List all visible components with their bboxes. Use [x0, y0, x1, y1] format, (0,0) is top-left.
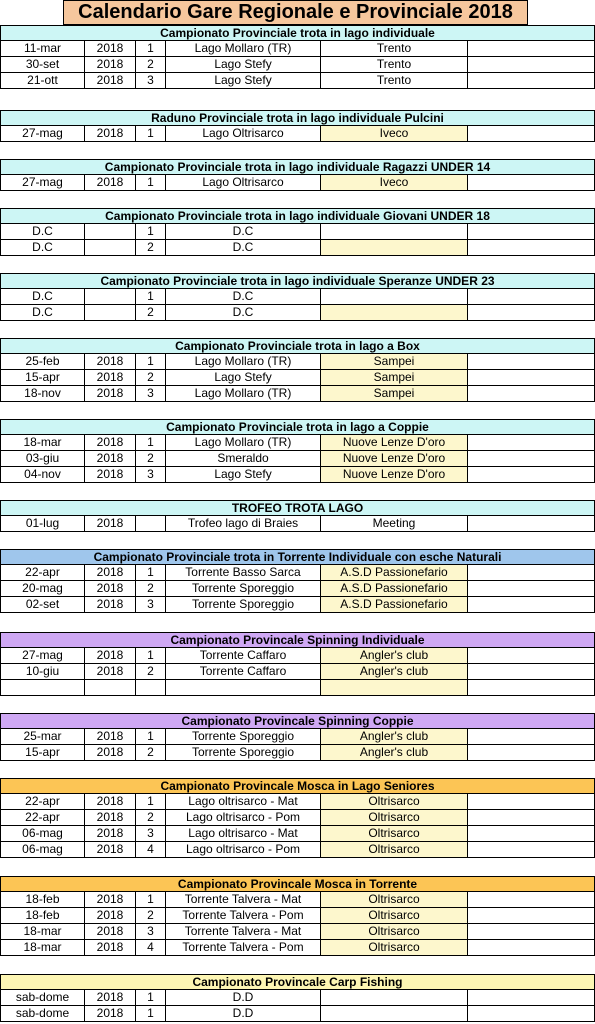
round-number-cell: 2 — [136, 370, 166, 386]
organizer-cell: Nuove Lenze D'oro — [321, 435, 468, 451]
date-cell: 30-set — [0, 57, 85, 73]
table-row — [0, 648, 595, 664]
table-row — [0, 467, 595, 483]
organizer-cell: Iveco — [321, 126, 468, 142]
date-cell: 18-mar — [0, 924, 85, 940]
venue-cell: Lago oltrisarco - Mat — [166, 794, 321, 810]
empty-cell — [468, 57, 595, 73]
table-row — [0, 729, 595, 745]
venue-cell: D.D — [166, 1006, 321, 1022]
year-cell: 2018 — [85, 581, 136, 597]
round-number-cell: 2 — [136, 664, 166, 680]
year-cell: 2018 — [85, 729, 136, 745]
organizer-cell: Angler's club — [321, 648, 468, 664]
table-row — [0, 57, 595, 73]
year-cell: 2018 — [85, 435, 136, 451]
year-cell: 2018 — [85, 354, 136, 370]
year-cell: 2018 — [85, 940, 136, 956]
empty-cell — [468, 908, 595, 924]
empty-cell — [468, 305, 595, 321]
competition-section — [0, 778, 595, 858]
date-cell: 18-nov — [0, 386, 85, 402]
date-cell: sab-dome — [0, 1006, 85, 1022]
round-number-cell — [136, 516, 166, 532]
organizer-cell: Angler's club — [321, 729, 468, 745]
competition-section — [0, 500, 595, 532]
year-cell: 2018 — [85, 794, 136, 810]
round-number-cell: 1 — [136, 41, 166, 57]
date-cell: 22-apr — [0, 794, 85, 810]
year-cell — [85, 289, 136, 305]
round-number-cell: 3 — [136, 386, 166, 402]
date-cell: 22-apr — [0, 565, 85, 581]
date-cell: D.C — [0, 289, 85, 305]
round-number-cell: 2 — [136, 810, 166, 826]
empty-cell — [468, 597, 595, 613]
round-number-cell: 2 — [136, 305, 166, 321]
venue-cell: Lago Mollaro (TR) — [166, 41, 321, 57]
round-number-cell: 4 — [136, 940, 166, 956]
empty-cell — [468, 126, 595, 142]
empty-cell — [468, 826, 595, 842]
venue-cell: D.D — [166, 990, 321, 1006]
table-row — [0, 565, 595, 581]
organizer-cell — [321, 305, 468, 321]
venue-cell: Torrente Talvera - Pom — [166, 940, 321, 956]
year-cell: 2018 — [85, 648, 136, 664]
venue-cell: Lago Oltrisarco — [166, 175, 321, 191]
organizer-cell: Oltrisarco — [321, 924, 468, 940]
empty-cell — [468, 892, 595, 908]
organizer-cell: Nuove Lenze D'oro — [321, 451, 468, 467]
empty-cell — [468, 354, 595, 370]
section-title: Campionato Provincale Carp Fishing — [0, 974, 595, 990]
organizer-cell: Oltrisarco — [321, 892, 468, 908]
date-cell: 20-mag — [0, 581, 85, 597]
round-number-cell: 2 — [136, 57, 166, 73]
year-cell: 2018 — [85, 370, 136, 386]
date-cell: 03-giu — [0, 451, 85, 467]
competition-section — [0, 25, 595, 89]
date-cell: 27-mag — [0, 126, 85, 142]
organizer-cell: Meeting — [321, 516, 468, 532]
organizer-cell: Oltrisarco — [321, 842, 468, 858]
round-number-cell: 2 — [136, 908, 166, 924]
venue-cell: Lago Mollaro (TR) — [166, 435, 321, 451]
organizer-cell: Nuove Lenze D'oro — [321, 467, 468, 483]
year-cell: 2018 — [85, 892, 136, 908]
competition-section — [0, 876, 595, 956]
date-cell: 10-giu — [0, 664, 85, 680]
empty-cell — [468, 175, 595, 191]
organizer-cell — [321, 240, 468, 256]
empty-cell — [468, 745, 595, 761]
competition-section — [0, 273, 595, 321]
table-row — [0, 370, 595, 386]
round-number-cell: 1 — [136, 435, 166, 451]
section-title: Campionato Provinciale trota in Torrente Individuale con esche Naturali — [0, 549, 595, 565]
section-title: Campionato Provincale Mosca in Torrente — [0, 876, 595, 892]
empty-cell — [468, 680, 595, 696]
year-cell: 2018 — [85, 386, 136, 402]
organizer-cell — [321, 289, 468, 305]
venue-cell: Torrente Caffaro — [166, 648, 321, 664]
empty-cell — [468, 648, 595, 664]
table-row — [0, 126, 595, 142]
venue-cell: Torrente Sporeggio — [166, 729, 321, 745]
competition-section — [0, 208, 595, 256]
venue-cell: D.C — [166, 224, 321, 240]
table-row — [0, 745, 595, 761]
year-cell — [85, 240, 136, 256]
table-row — [0, 240, 595, 256]
empty-cell — [468, 664, 595, 680]
table-row — [0, 41, 595, 57]
date-cell: 25-mar — [0, 729, 85, 745]
date-cell: D.C — [0, 224, 85, 240]
round-number-cell: 1 — [136, 648, 166, 664]
year-cell: 2018 — [85, 73, 136, 89]
round-number-cell: 2 — [136, 581, 166, 597]
empty-cell — [468, 467, 595, 483]
table-row — [0, 826, 595, 842]
venue-cell: Torrente Basso Sarca — [166, 565, 321, 581]
year-cell — [85, 305, 136, 321]
empty-cell — [468, 289, 595, 305]
date-cell: 22-apr — [0, 810, 85, 826]
year-cell: 2018 — [85, 908, 136, 924]
round-number-cell: 1 — [136, 175, 166, 191]
empty-cell — [468, 990, 595, 1006]
page-title: Calendario Gare Regionale e Provinciale 2018 — [63, 0, 528, 25]
round-number-cell: 2 — [136, 451, 166, 467]
competition-section — [0, 632, 595, 696]
table-row — [0, 1006, 595, 1022]
empty-cell — [468, 240, 595, 256]
year-cell: 2018 — [85, 664, 136, 680]
table-row — [0, 451, 595, 467]
date-cell: 01-lug — [0, 516, 85, 532]
empty-cell — [468, 794, 595, 810]
competition-section — [0, 974, 595, 1022]
date-cell: 25-feb — [0, 354, 85, 370]
date-cell: 21-ott — [0, 73, 85, 89]
round-number-cell: 1 — [136, 565, 166, 581]
date-cell — [0, 680, 85, 696]
venue-cell: Torrente Sporeggio — [166, 597, 321, 613]
round-number-cell: 1 — [136, 794, 166, 810]
empty-cell — [468, 516, 595, 532]
year-cell: 2018 — [85, 126, 136, 142]
venue-cell: Lago Stefy — [166, 73, 321, 89]
venue-cell: D.C — [166, 289, 321, 305]
venue-cell: Lago Mollaro (TR) — [166, 386, 321, 402]
date-cell: 02-set — [0, 597, 85, 613]
organizer-cell: Sampei — [321, 354, 468, 370]
venue-cell: Torrente Sporeggio — [166, 745, 321, 761]
venue-cell: Torrente Caffaro — [166, 664, 321, 680]
table-row — [0, 664, 595, 680]
venue-cell: Lago Stefy — [166, 57, 321, 73]
empty-cell — [468, 924, 595, 940]
round-number-cell: 1 — [136, 1006, 166, 1022]
empty-cell — [468, 224, 595, 240]
date-cell: 15-apr — [0, 370, 85, 386]
date-cell: 11-mar — [0, 41, 85, 57]
organizer-cell: Angler's club — [321, 664, 468, 680]
organizer-cell: Oltrisarco — [321, 940, 468, 956]
competition-section — [0, 549, 595, 613]
section-title: Campionato Provinciale trota in lago individuale Ragazzi UNDER 14 — [0, 159, 595, 175]
organizer-cell: A.S.D Passionefario — [321, 565, 468, 581]
venue-cell: Torrente Talvera - Pom — [166, 908, 321, 924]
round-number-cell: 1 — [136, 224, 166, 240]
organizer-cell — [321, 1006, 468, 1022]
empty-cell — [468, 940, 595, 956]
venue-cell: Lago oltrisarco - Mat — [166, 826, 321, 842]
table-row — [0, 175, 595, 191]
table-row — [0, 924, 595, 940]
section-title: Campionato Provinciale trota in lago individuale — [0, 25, 595, 41]
organizer-cell: Oltrisarco — [321, 794, 468, 810]
organizer-cell: Trento — [321, 41, 468, 57]
year-cell: 2018 — [85, 924, 136, 940]
round-number-cell: 1 — [136, 126, 166, 142]
venue-cell: Lago oltrisarco - Pom — [166, 810, 321, 826]
round-number-cell — [136, 680, 166, 696]
round-number-cell: 3 — [136, 73, 166, 89]
empty-cell — [468, 729, 595, 745]
year-cell: 2018 — [85, 516, 136, 532]
organizer-cell: Trento — [321, 57, 468, 73]
organizer-cell: Sampei — [321, 370, 468, 386]
venue-cell: Trofeo lago di Braies — [166, 516, 321, 532]
competition-section — [0, 713, 595, 761]
empty-cell — [468, 435, 595, 451]
round-number-cell: 1 — [136, 729, 166, 745]
empty-cell — [468, 842, 595, 858]
date-cell: 18-feb — [0, 892, 85, 908]
round-number-cell: 3 — [136, 467, 166, 483]
round-number-cell: 3 — [136, 826, 166, 842]
section-title: Campionato Provincale Spinning Individuale — [0, 632, 595, 648]
year-cell: 2018 — [85, 745, 136, 761]
venue-cell: Smeraldo — [166, 451, 321, 467]
round-number-cell: 4 — [136, 842, 166, 858]
year-cell — [85, 224, 136, 240]
competition-section — [0, 159, 595, 191]
date-cell: 27-mag — [0, 175, 85, 191]
venue-cell: Lago Stefy — [166, 370, 321, 386]
organizer-cell: A.S.D Passionefario — [321, 597, 468, 613]
section-title: TROFEO TROTA LAGO — [0, 500, 595, 516]
section-title: Campionato Provincale Spinning Coppie — [0, 713, 595, 729]
date-cell: sab-dome — [0, 990, 85, 1006]
competition-section — [0, 110, 595, 142]
section-title: Campionato Provinciale trota in lago individuale Giovani UNDER 18 — [0, 208, 595, 224]
round-number-cell: 1 — [136, 289, 166, 305]
table-row — [0, 73, 595, 89]
organizer-cell: A.S.D Passionefario — [321, 581, 468, 597]
empty-cell — [468, 810, 595, 826]
table-row — [0, 990, 595, 1006]
venue-cell: D.C — [166, 240, 321, 256]
section-title: Campionato Provinciale trota in lago a Coppie — [0, 419, 595, 435]
empty-cell — [468, 581, 595, 597]
empty-cell — [468, 41, 595, 57]
year-cell: 2018 — [85, 57, 136, 73]
venue-cell — [166, 680, 321, 696]
empty-cell — [468, 386, 595, 402]
table-row — [0, 289, 595, 305]
round-number-cell: 1 — [136, 892, 166, 908]
organizer-cell — [321, 224, 468, 240]
year-cell: 2018 — [85, 175, 136, 191]
year-cell: 2018 — [85, 451, 136, 467]
round-number-cell: 3 — [136, 924, 166, 940]
table-row — [0, 810, 595, 826]
date-cell: D.C — [0, 240, 85, 256]
venue-cell: Torrente Talvera - Mat — [166, 924, 321, 940]
section-title: Campionato Provinciale trota in lago individuale Speranze UNDER 23 — [0, 273, 595, 289]
table-row — [0, 224, 595, 240]
organizer-cell — [321, 680, 468, 696]
competition-section — [0, 419, 595, 483]
table-row — [0, 516, 595, 532]
table-row — [0, 581, 595, 597]
year-cell: 2018 — [85, 842, 136, 858]
organizer-cell — [321, 990, 468, 1006]
round-number-cell: 1 — [136, 990, 166, 1006]
organizer-cell: Oltrisarco — [321, 810, 468, 826]
year-cell: 2018 — [85, 990, 136, 1006]
table-row — [0, 386, 595, 402]
table-row — [0, 842, 595, 858]
venue-cell: D.C — [166, 305, 321, 321]
year-cell: 2018 — [85, 1006, 136, 1022]
competition-section — [0, 338, 595, 402]
table-row — [0, 680, 595, 696]
venue-cell: Torrente Sporeggio — [166, 581, 321, 597]
empty-cell — [468, 370, 595, 386]
organizer-cell: Oltrisarco — [321, 908, 468, 924]
section-title: Campionato Provinciale trota in lago a Box — [0, 338, 595, 354]
year-cell: 2018 — [85, 810, 136, 826]
round-number-cell: 2 — [136, 240, 166, 256]
table-row — [0, 908, 595, 924]
year-cell: 2018 — [85, 597, 136, 613]
year-cell: 2018 — [85, 467, 136, 483]
date-cell: 06-mag — [0, 842, 85, 858]
date-cell: 04-nov — [0, 467, 85, 483]
section-title: Raduno Provinciale trota in lago individuale Pulcini — [0, 110, 595, 126]
venue-cell: Torrente Talvera - Mat — [166, 892, 321, 908]
year-cell — [85, 680, 136, 696]
venue-cell: Lago oltrisarco - Pom — [166, 842, 321, 858]
empty-cell — [468, 1006, 595, 1022]
organizer-cell: Angler's club — [321, 745, 468, 761]
table-row — [0, 940, 595, 956]
venue-cell: Lago Oltrisarco — [166, 126, 321, 142]
organizer-cell: Sampei — [321, 386, 468, 402]
organizer-cell: Trento — [321, 73, 468, 89]
date-cell: D.C — [0, 305, 85, 321]
venue-cell: Lago Mollaro (TR) — [166, 354, 321, 370]
organizer-cell: Iveco — [321, 175, 468, 191]
date-cell: 15-apr — [0, 745, 85, 761]
empty-cell — [468, 565, 595, 581]
date-cell: 18-mar — [0, 435, 85, 451]
empty-cell — [468, 73, 595, 89]
year-cell: 2018 — [85, 826, 136, 842]
venue-cell: Lago Stefy — [166, 467, 321, 483]
table-row — [0, 892, 595, 908]
date-cell: 18-feb — [0, 908, 85, 924]
round-number-cell: 3 — [136, 597, 166, 613]
table-row — [0, 305, 595, 321]
round-number-cell: 2 — [136, 745, 166, 761]
round-number-cell: 1 — [136, 354, 166, 370]
organizer-cell: Oltrisarco — [321, 826, 468, 842]
table-row — [0, 597, 595, 613]
date-cell: 18-mar — [0, 940, 85, 956]
year-cell: 2018 — [85, 41, 136, 57]
year-cell: 2018 — [85, 565, 136, 581]
section-title: Campionato Provincale Mosca in Lago Seniores — [0, 778, 595, 794]
table-row — [0, 794, 595, 810]
table-row — [0, 435, 595, 451]
table-row — [0, 354, 595, 370]
empty-cell — [468, 451, 595, 467]
date-cell: 06-mag — [0, 826, 85, 842]
date-cell: 27-mag — [0, 648, 85, 664]
